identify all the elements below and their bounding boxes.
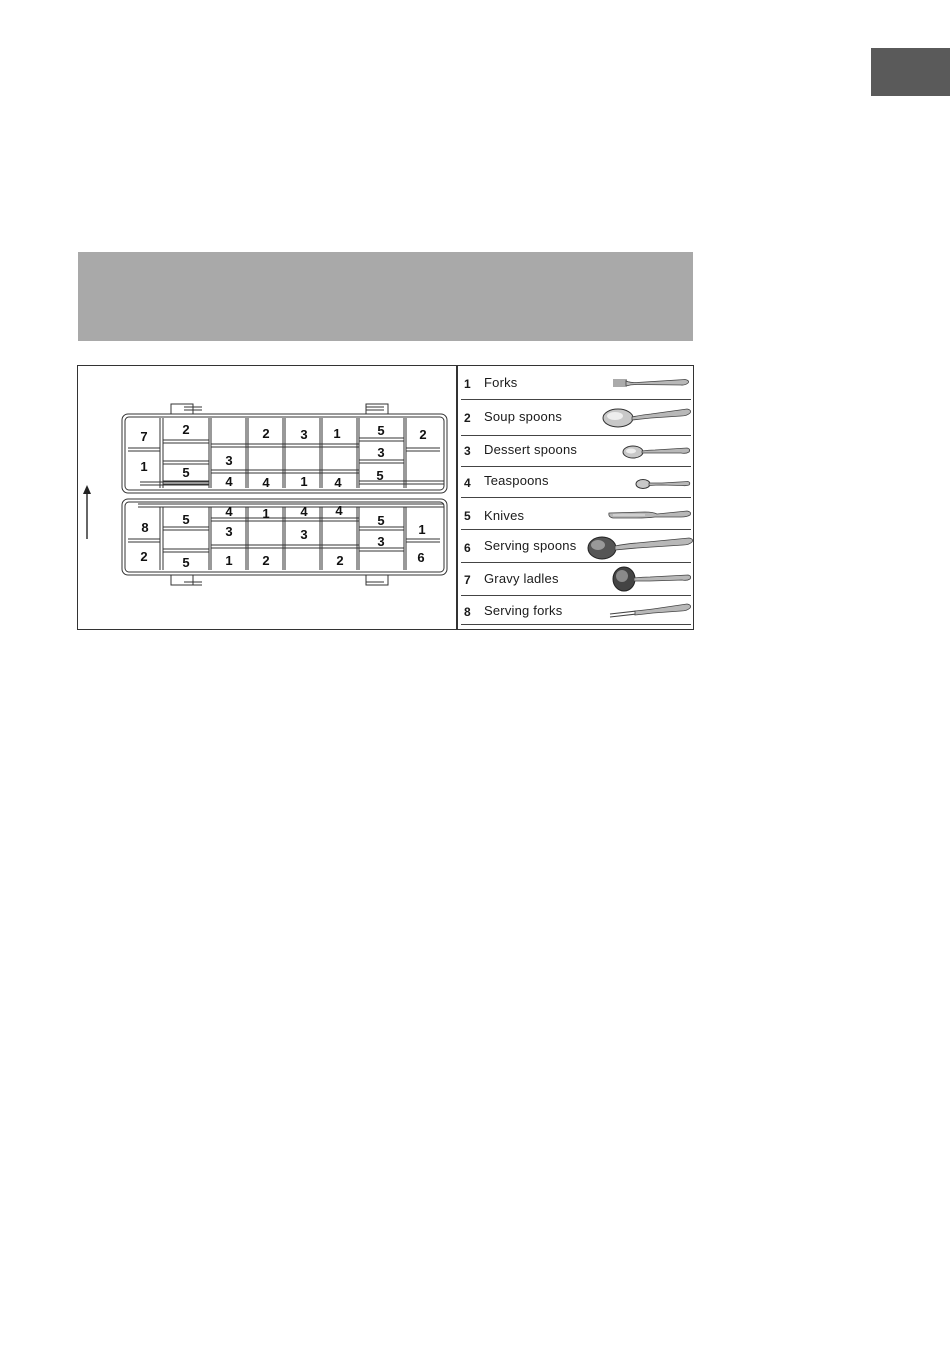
serving-spoon-icon: [585, 533, 695, 561]
serving-fork-icon: [607, 600, 693, 620]
legend-item-label: Gravy ladles: [484, 571, 559, 586]
rack-slot-label: 4: [262, 475, 270, 490]
knife-icon: [607, 507, 693, 523]
rack-slot-label: 2: [336, 553, 344, 568]
rack-slot-label: 1: [333, 426, 341, 441]
rack-slot-label: 5: [377, 513, 385, 528]
rack-slot-label: 2: [182, 422, 190, 437]
direction-arrow-head: [83, 485, 91, 494]
legend-item: [461, 563, 691, 596]
legend-item-label: Dessert spoons: [484, 442, 578, 457]
legend-item: [461, 436, 691, 467]
gravy-ladle-icon: [610, 565, 694, 593]
figure-divider: [456, 366, 458, 629]
legend-item-number: 3: [464, 444, 471, 458]
rack-slot-label: 5: [182, 512, 190, 527]
cutlery-rack-diagram: [78, 366, 456, 629]
rack-slot-label: 7: [140, 429, 148, 444]
rack-slot-label: 1: [262, 506, 270, 521]
rack-slot-label: 4: [300, 504, 308, 519]
rack-slot-label: 2: [419, 427, 427, 442]
rack-slot-label: 6: [417, 550, 425, 565]
rack-slot-label: 1: [225, 553, 233, 568]
legend-item-number: 7: [464, 573, 471, 587]
cutlery-legend: [459, 366, 693, 629]
legend-item: [461, 596, 691, 625]
legend-item: [461, 400, 691, 436]
rack-slot-label: 1: [418, 522, 426, 537]
legend-item: [461, 467, 691, 498]
rack-slot-label: 3: [377, 445, 385, 460]
rack-slot-label: 2: [140, 549, 148, 564]
dessert-spoon-icon: [621, 441, 693, 461]
legend-item-label: Knives: [484, 508, 525, 523]
top-rack: [122, 404, 447, 493]
rack-slot-label: 3: [300, 427, 308, 442]
language-tab: [871, 48, 950, 96]
rack-slot-label: 4: [335, 503, 343, 518]
rack-slot-label: 1: [300, 474, 308, 489]
legend-item-number: 4: [464, 476, 471, 490]
legend-item-label: Teaspoons: [484, 473, 549, 488]
cutlery-basket-figure: [77, 365, 694, 630]
legend-item-number: 6: [464, 541, 471, 555]
section-header-bar: [78, 252, 693, 341]
rack-slot-label: 1: [140, 459, 148, 474]
legend-item-label: Serving forks: [484, 603, 563, 618]
legend-item-label: Soup spoons: [484, 409, 563, 424]
rack-slot-label: 2: [262, 553, 270, 568]
legend-item-label: Serving spoons: [484, 538, 577, 553]
legend-item-label: Forks: [484, 375, 518, 390]
legend-item-number: 1: [464, 377, 471, 391]
rack-slot-label: 2: [262, 426, 270, 441]
teaspoon-icon: [634, 476, 694, 492]
fork-icon: [611, 376, 691, 390]
legend-item: [461, 368, 691, 400]
rack-slot-label: 8: [141, 520, 149, 535]
rack-slot-label: 5: [182, 465, 190, 480]
legend-item-number: 8: [464, 605, 471, 619]
rack-slot-label: 5: [182, 555, 190, 570]
legend-item-number: 5: [464, 509, 471, 523]
rack-slot-label: 5: [376, 468, 384, 483]
legend-item: [461, 530, 691, 563]
rack-slot-label: 4: [334, 475, 342, 490]
rack-slot-label: 4: [225, 474, 233, 489]
legend-item: [461, 498, 691, 530]
rack-slot-label: 3: [300, 527, 308, 542]
rack-slot-label: 3: [225, 524, 233, 539]
rack-slot-label: 3: [377, 534, 385, 549]
legend-item-number: 2: [464, 411, 471, 425]
soup-spoon-icon: [601, 404, 693, 430]
rack-slot-label: 3: [225, 453, 233, 468]
rack-slot-label: 4: [225, 504, 233, 519]
rack-slot-label: 5: [377, 423, 385, 438]
bottom-rack: [122, 499, 447, 585]
